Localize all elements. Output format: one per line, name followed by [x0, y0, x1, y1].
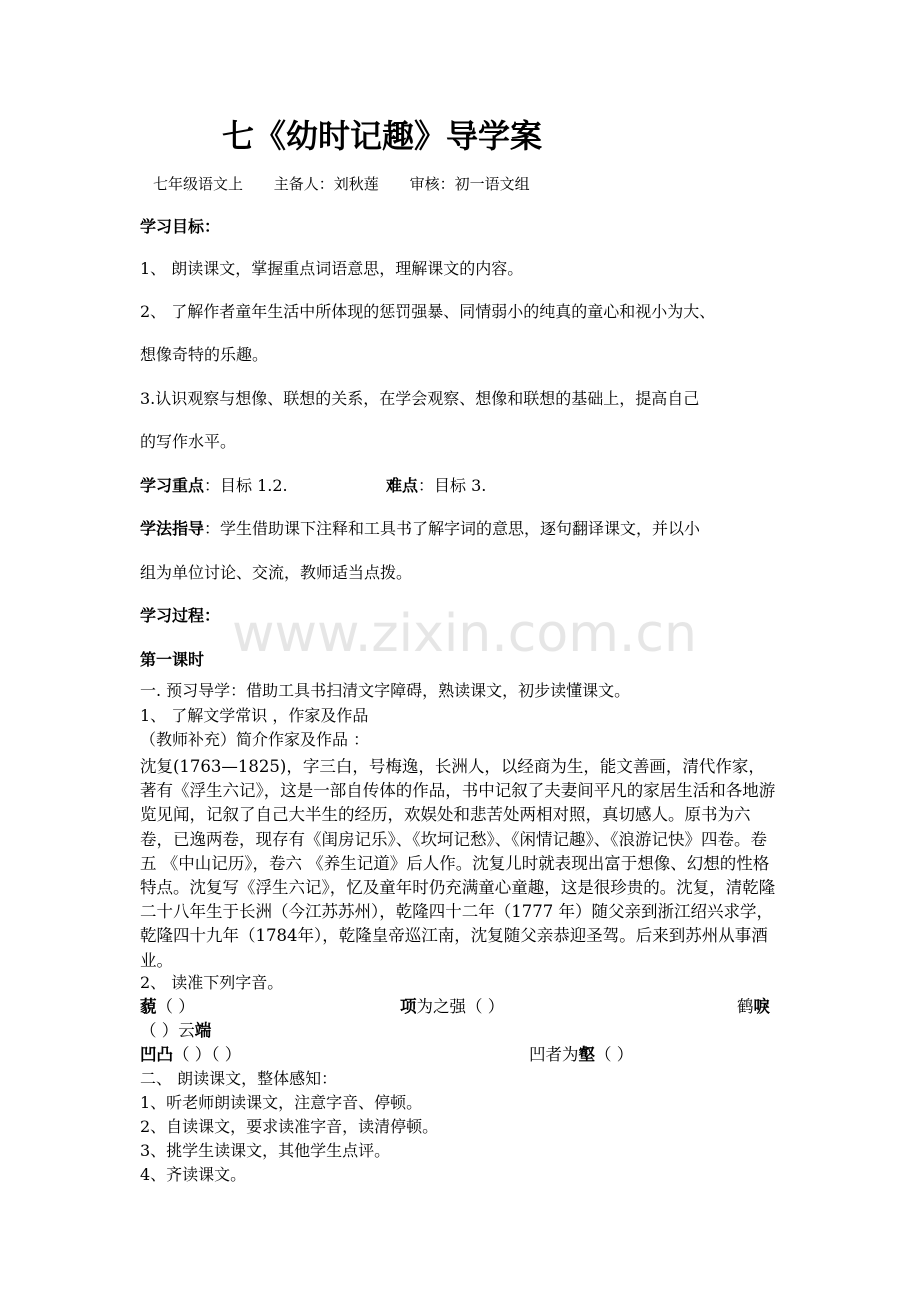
pron-word-5-blank: （ ） — [595, 1045, 634, 1064]
pron-word-3-pre: 鹤 — [737, 997, 754, 1016]
pron-word-4-blank: （ ）（ ） — [173, 1045, 242, 1064]
reading-step-4: 4、齐读课文。 — [140, 1165, 247, 1184]
method-line-1 — [140, 519, 700, 539]
goal-2-line-2: 想像奇特的乐趣。 — [140, 345, 269, 364]
goal-3-line-1: 3.认识观察与想像、联想的关系，在学会观察、想像和联想的基础上，提高自己 — [140, 389, 700, 408]
pron-word-5-pre: 凹者为 — [529, 1045, 579, 1064]
goal-3-line-2: 的写作水平。 — [140, 432, 237, 451]
pron-word-2-rest: 为之强（ ） — [416, 997, 505, 1016]
section-two: 二、 朗读课文，整体感知： — [140, 1069, 338, 1088]
pron-word-3 — [737, 995, 770, 1019]
pron-word-2 — [400, 995, 504, 1019]
section-2: 2、 读准下列字音。 — [140, 973, 284, 992]
difficulty — [386, 476, 486, 496]
key-label: 学习重点 — [140, 476, 205, 495]
key-text: ：目标 1.2. — [204, 476, 288, 495]
pron-word-5-char: 壑 — [578, 1045, 595, 1064]
subtitle-grade: 七年级语文上 — [153, 175, 244, 193]
pron-word-1-char: 藐 — [140, 997, 157, 1016]
section-1-2: （教师补充）简介作家及作品 ： — [140, 730, 370, 749]
goals-heading: 学习目标： — [140, 217, 221, 236]
subtitle-author: 主备人：刘秋莲 — [273, 175, 379, 193]
subtitle — [153, 173, 556, 194]
pron-word-4-chars: 凹凸 — [140, 1045, 173, 1064]
goal-2-line-1: 2、 了解作者童年生活中所体现的惩罚强暴、同情弱小的纯真的童心和视小为大、 — [140, 302, 716, 321]
pron-word-3-blank: （ ）云 — [140, 1021, 195, 1040]
difficulty-label: 难点 — [386, 476, 419, 495]
pron-word-3-cont — [140, 1019, 211, 1043]
pron-word-3-end: 端 — [194, 1021, 212, 1040]
section-1: 一. 预习导学：借助工具书扫清文字障碍，熟读课文，初步读懂课文。 — [140, 681, 631, 700]
method-line-2: 组为单位讨论、交流，教师适当点拨。 — [140, 563, 413, 582]
reading-step-1: 1、听老师朗读课文，注意字音、停顿。 — [140, 1093, 423, 1112]
reading-step-2: 2、自读课文，要求读准字音，读清停顿。 — [140, 1117, 439, 1136]
page-title: 七《幼时记趣》导学案 — [222, 117, 543, 155]
method-label: 学法指导 — [140, 519, 205, 538]
reading-step-3: 3、挑学生读课文，其他学生点评。 — [140, 1141, 391, 1160]
method-text: ：学生借助课下注释和工具书了解字词的意思，逐句翻译课文，并以小 — [204, 519, 701, 538]
process-heading: 学习过程： — [140, 606, 221, 625]
goal-1: 1、 朗读课文，掌握重点词语意思，理解课文的内容。 — [140, 259, 524, 278]
watermark: www.zixin.com.cn — [232, 604, 697, 664]
subtitle-reviewer: 审核：初一语文组 — [409, 175, 530, 193]
author-bio: 沈复(1763—1825)，字三白，号梅逸，长洲人，以经商为生，能文善画，清代作家，著有《浮生六记》，这是一部自传体的作品，书中记叙了夫妻间平凡的家居生活和各地游览见闻，记叙了自己大半生的经历，欢娱处和悲苦处两相对照，真切感人。原书为六卷，已逸两卷，现存有《闺房记乐》、《坎坷记愁》、《闲情记趣》、《浪游记快》四卷。卷五 《中山记历》，卷六 《养生记道》后人作。沈复儿时就表现出富于想像、幻想的性格特点。沈复写《浮生六记》，忆及童年时仍充满童心童趣，这是很珍贵的。沈复，清乾隆二十八年生于长洲（今江苏苏州），乾隆四十二年（1777 年）随父亲到浙江绍兴求学，乾隆四十九年（1784年），乾隆皇帝巡江南，沈复随父亲恭迎圣驾。后来到苏州从事酒业。 — [140, 757, 776, 970]
pron-word-3-char: 唳 — [753, 997, 770, 1016]
pron-word-1 — [140, 995, 195, 1019]
section-1-1: 1、 了解文学常识 ，作家及作品 — [140, 706, 369, 725]
key-points — [140, 476, 288, 496]
pron-word-4 — [140, 1043, 241, 1067]
difficulty-text: ：目标 3. — [418, 476, 487, 495]
pron-word-5 — [529, 1043, 633, 1067]
pron-word-1-blank: （ ） — [156, 997, 195, 1016]
lesson1-heading: 第一课时 — [140, 650, 205, 669]
pron-word-2-char: 项 — [400, 997, 417, 1016]
